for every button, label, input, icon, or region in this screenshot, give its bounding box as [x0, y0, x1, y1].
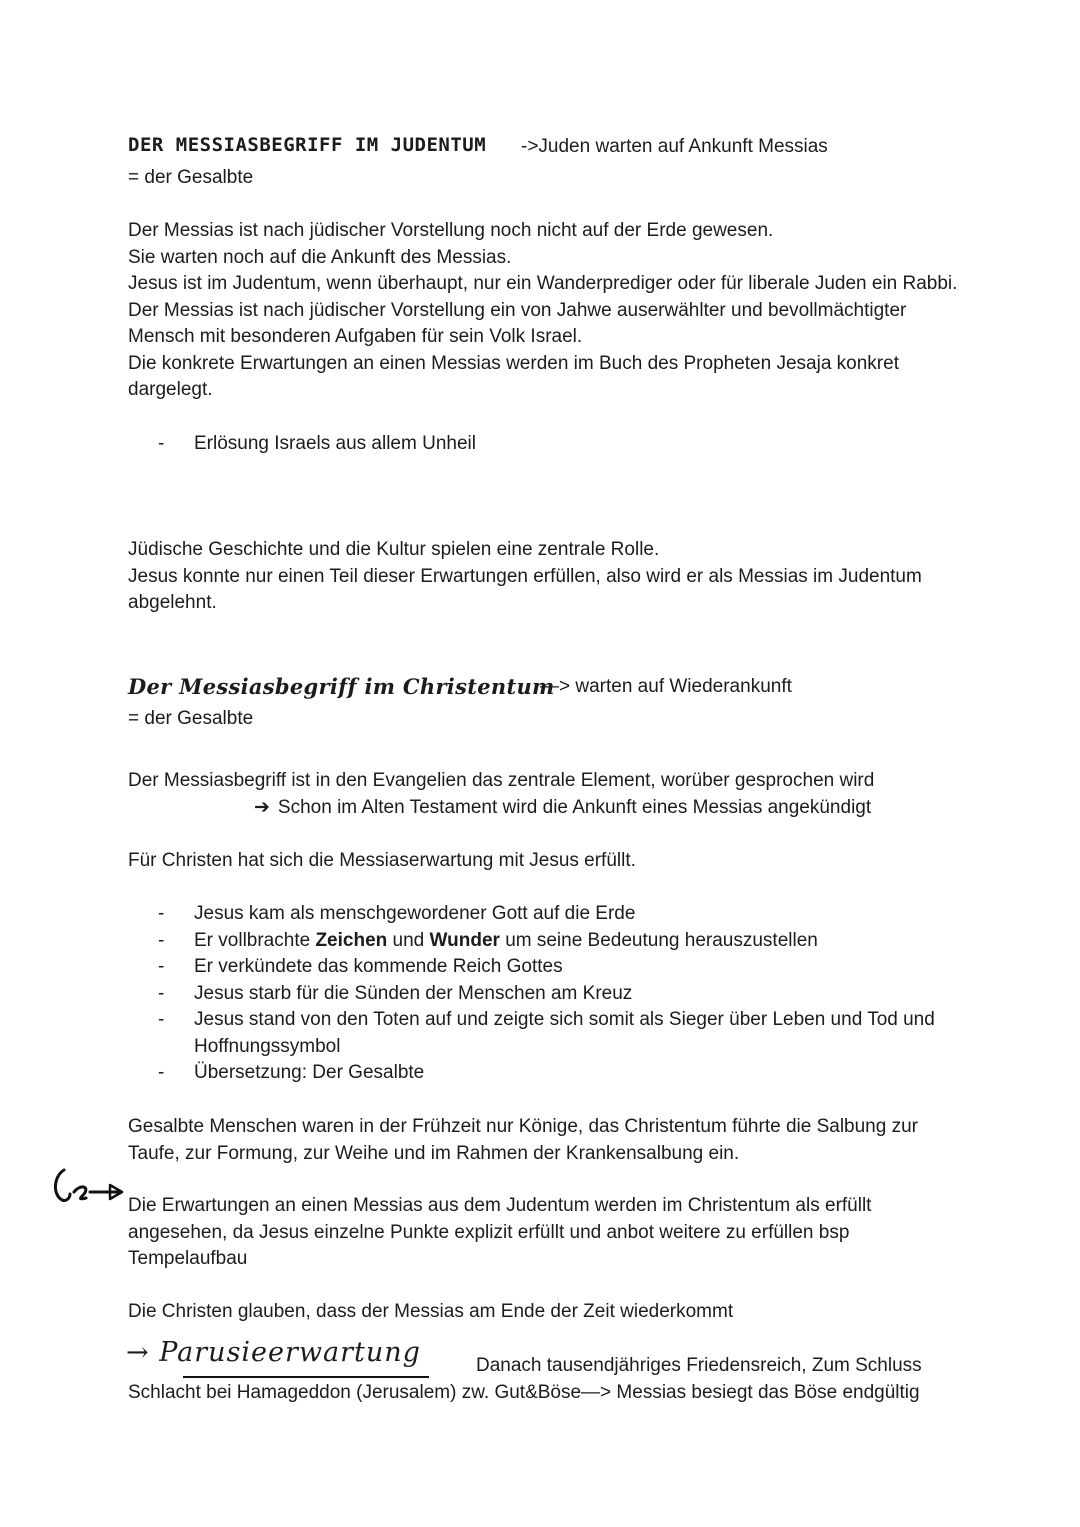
text-line: Sie warten noch auf die Ankunft des Messias. — [128, 246, 512, 268]
bullet-list-judentum — [128, 431, 948, 458]
heading-judentum: DER MESSIASBEGRIFF IM JUDENTUM — [128, 134, 487, 156]
closing-judentum — [128, 537, 968, 617]
right-arrow-icon: ➔ — [254, 796, 270, 818]
handwritten-term — [126, 1337, 421, 1368]
list-item: - Er verkündete das kommende Reich Gottes — [128, 954, 948, 981]
text-line: Jüdische Geschichte und die Kultur spielen eine zentrale Rolle. — [128, 539, 660, 560]
definition-christentum: = der Gesalbte — [128, 708, 254, 729]
text-line: Der Messias ist nach jüdischer Vorstellung ein von Jahwe auserwählter und bevollmächtigter Mensch mit besonderen Aufgaben für sein Volk Israel. — [128, 299, 907, 347]
paragraph-judentum — [128, 218, 968, 404]
fulfilled-text: Für Christen hat sich die Messiaserwartung mit Jesus erfüllt. — [128, 850, 636, 871]
definition-judentum: = der Gesalbte — [128, 167, 254, 188]
arrow-line — [128, 795, 968, 822]
handwritten-margin-mark — [50, 1166, 130, 1211]
text-line: Jesus konnte nur einen Teil dieser Erwartungen erfüllen, also wird er als Messias im Judentum abgelehnt. — [128, 565, 922, 613]
text-line: Die konkrete Erwartungen an einen Messias werden im Buch des Propheten Jesaja konkret dargelegt. — [128, 352, 899, 400]
text-part: und — [392, 929, 425, 951]
handwritten-arrow: → — [126, 1337, 150, 1368]
list-item: - Jesus kam als menschgewordener Gott auf die Erde — [128, 901, 948, 928]
anointing-text: Gesalbte Menschen waren in der Frühzeit nur Könige, das Christentum führte die Salbung zur Taufe, zur Formung, zur Weihe und im Rahmen der Krankensalbung ein. — [128, 1116, 918, 1164]
list-item — [128, 928, 948, 955]
text-line: Der Messias ist nach jüdischer Vorstellung noch nicht auf der Erde gewesen. — [128, 220, 774, 241]
bullet-list-christentum — [128, 901, 948, 1087]
text-line: Jesus ist im Judentum, wenn überhaupt, nur ein Wanderprediger oder für liberale Juden ein Rabbi. — [128, 273, 958, 294]
side-note-christentum: —> warten auf Wiederankunft — [540, 676, 792, 697]
heading-christentum: Der Messiasbegriff im Christentum — [128, 674, 555, 699]
parusieerwartung-label: Parusieerwartung — [159, 1337, 421, 1368]
handwritten-underline — [183, 1376, 429, 1378]
side-note-judentum: ->Juden warten auf Ankunft Messias — [521, 136, 828, 157]
after-term-text: Danach tausendjähriges Friedensreich, Zum Schluss — [476, 1355, 922, 1376]
bold-term-wunder: Wunder — [429, 929, 500, 951]
list-item: - Übersetzung: Der Gesalbte — [128, 1060, 948, 1087]
text-line: Der Messiasbegriff ist in den Evangelien das zentrale Element, worüber gesprochen wird — [128, 770, 875, 791]
intro-christentum — [128, 768, 968, 821]
final-line: Schlacht bei Hamageddon (Jerusalem) zw. Gut&Böse—> Messias besiegt das Böse endgültig — [128, 1382, 920, 1403]
expectations-text: Die Erwartungen an einen Messias aus dem Judentum werden im Christentum als erfüllt angesehen, da Jesus einzelne Punkte explizit erfüllt und anbot weitere zu erfüllen bsp Tempelaufbau — [128, 1195, 872, 1269]
list-item: - Jesus stand von den Toten auf und zeigte sich somit als Sieger über Leben und Tod und Hoffnungssymbol — [128, 1007, 948, 1060]
list-item: - Jesus starb für die Sünden der Menschen am Kreuz — [128, 981, 948, 1008]
list-item: - Erlösung Israels aus allem Unheil — [128, 431, 948, 458]
handwritten-arrow-icon — [50, 1166, 130, 1206]
return-text: Die Christen glauben, dass der Messias am Ende der Zeit wiederkommt — [128, 1301, 734, 1322]
text-part: um seine Bedeutung herauszustellen — [505, 929, 818, 951]
text-part: Er vollbrachte — [194, 929, 311, 951]
bold-term-zeichen: Zeichen — [315, 929, 388, 951]
arrow-text: Schon im Alten Testament wird die Ankunft eines Messias angekündigt — [277, 796, 872, 818]
